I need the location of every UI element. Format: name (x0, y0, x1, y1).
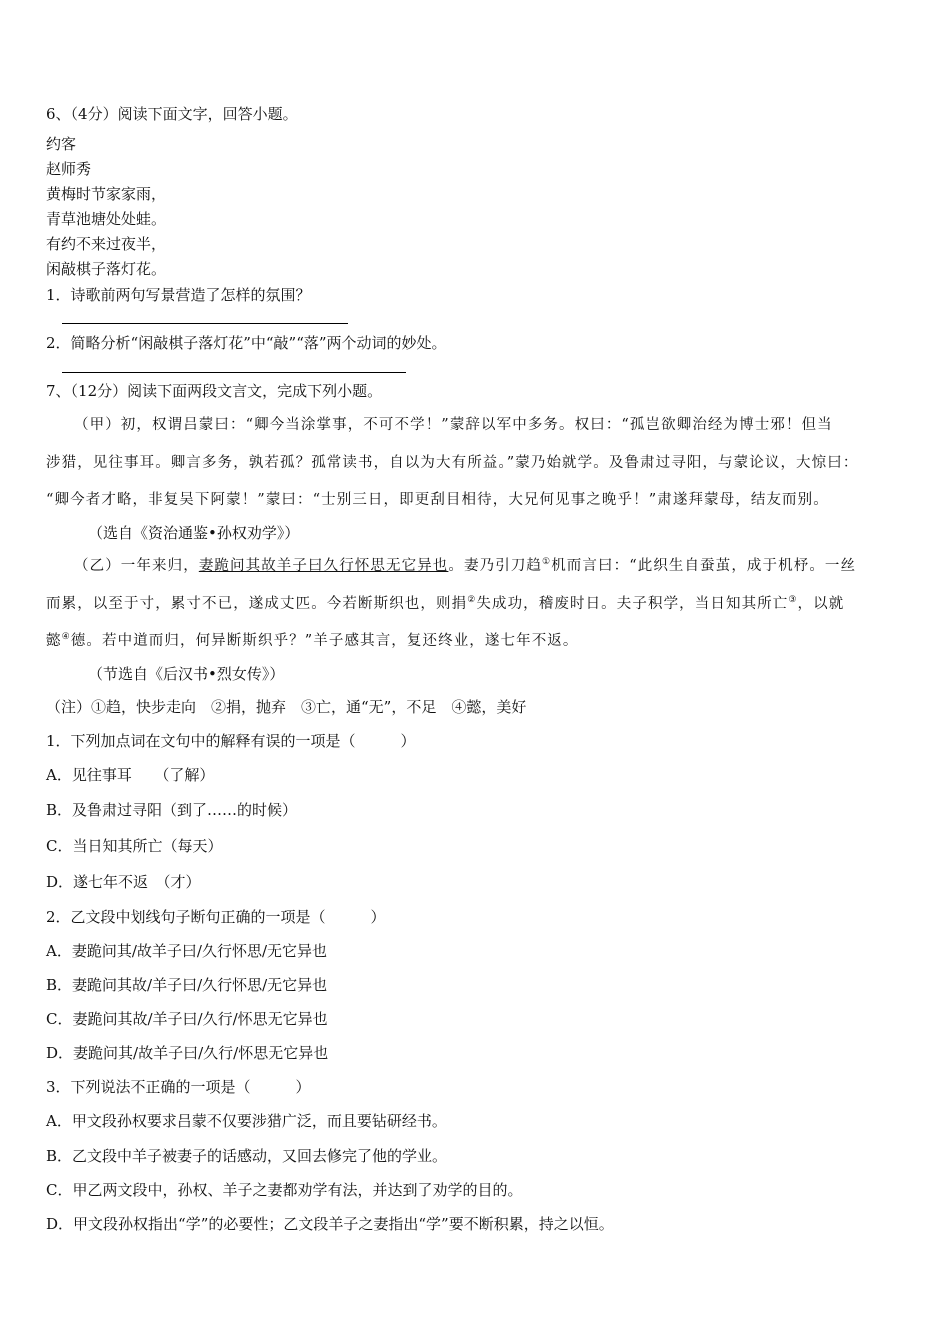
passage-yi-line (46, 593, 844, 615)
option-c[interactable]: C．当日知其所亡（每天） (46, 837, 223, 855)
poem-line: 闲敲棋子落灯花。 (46, 260, 167, 278)
option-b[interactable]: B．乙文段中羊子被妻子的话感动，又回去修完了他的学业。 (46, 1147, 448, 1165)
passage-yi-text: 机而言曰：“此织生自蚕茧，成于机杼。一丝 (551, 558, 857, 574)
passage-yi-text: 而累，以至于寸，累寸不已，遂成丈匹。今若断斯织也，则捐 (46, 596, 468, 612)
passage-jia-line: （甲）初，权谓吕蒙曰：“卿今当涂掌事，不可不学！”蒙辞以军中多务。权曰：“孤岂欲卿治经为博士邪！但当 (74, 417, 833, 433)
passage-yi-text: 德。若中道而归，何异断斯织乎？”羊子感其言，复还终业，遂七年不返。 (70, 633, 579, 649)
option-a[interactable]: A．甲文段孙权要求吕蒙不仅要涉猎广泛，而且要钻研经书。 (46, 1112, 447, 1130)
notes: （注）①趋，快步走向 ②捐，抛弃 ③亡，通“无”，不足 ④懿，美好 (46, 698, 527, 716)
option-d[interactable]: D．遂七年不返 （才） (46, 873, 201, 891)
footnote-marker: ④ (61, 632, 71, 643)
option-c[interactable]: C．甲乙两文段中，孙权、羊子之妻都劝学有法，并达到了劝学的目的。 (46, 1181, 523, 1199)
option-a[interactable]: A．妻跪问其/故羊子曰/久行怀思/无它异也 (46, 942, 327, 960)
q6-subquestion-1: 1．诗歌前两句写景营造了怎样的氛围？ (46, 286, 311, 304)
passage-yi-line (74, 555, 856, 577)
poem-title: 约客 (46, 135, 77, 153)
passage-yi-text: ，以就 (797, 596, 845, 612)
passage-yi-source: （节选自《后汉书•烈女传》） (88, 665, 285, 683)
poem-line: 黄梅时节家家雨， (46, 185, 167, 203)
q6-header: 6、（4分）阅读下面文字，回答小题。 (46, 105, 298, 123)
option-c[interactable]: C．妻跪问其故/羊子曰/久行/怀思无它异也 (46, 1010, 328, 1028)
passage-jia-line: 涉猎，见往事耳。卿言多务，孰若孤？孤常读书，自以为大有所益。”蒙乃始就学。及鲁肃过寻阳，与蒙论议，大惊曰： (46, 455, 859, 471)
question-stem: 3．下列说法不正确的一项是（ ） (46, 1078, 311, 1096)
answer-blank-1[interactable] (62, 323, 348, 324)
passage-jia-source: （选自《资治通鉴•孙权劝学》） (88, 524, 300, 542)
passage-yi-text: 。妻乃引刀趋 (448, 558, 543, 574)
passage-yi-text: （乙）一年来归， (74, 558, 199, 574)
option-d[interactable]: D．甲文段孙权指出“学”的必要性；乙文段羊子之妻指出“学”要不断积累，持之以恒。 (46, 1215, 614, 1233)
answer-blank-2[interactable] (62, 372, 406, 373)
passage-yi-text: 懿 (46, 633, 62, 649)
footnote-marker: ① (542, 557, 552, 568)
question-stem: 1．下列加点词在文句中的解释有误的一项是（ ） (46, 732, 416, 750)
poem-author: 赵师秀 (46, 160, 92, 178)
passage-yi-text: 失成功，稽废时日。夫子积学，当日知其所亡 (476, 596, 789, 612)
poem-line: 有约不来过夜半， (46, 235, 167, 253)
passage-jia-line: “卿今者才略，非复吴下阿蒙！”蒙曰：“士别三日，即更刮目相待，大兄何见事之晚乎！”肃遂拜蒙母，结友而别。 (46, 492, 829, 508)
underlined-sentence: 妻跪问其故羊子曰久行怀思无它异也 (198, 558, 449, 574)
passage-yi-line (46, 630, 579, 652)
q6-subquestion-2: 2．简略分析“闲敲棋子落灯花”中“敲”“落”两个动词的妙处。 (46, 334, 447, 352)
footnote-marker: ② (467, 595, 477, 606)
q7-header: 7、（12分）阅读下面两段文言文，完成下列小题。 (46, 382, 383, 400)
option-b[interactable]: B．妻跪问其故/羊子曰/久行怀思/无它异也 (46, 976, 328, 994)
footnote-marker: ③ (788, 595, 798, 606)
question-stem: 2．乙文段中划线句子断句正确的一项是（ ） (46, 908, 386, 926)
option-b[interactable]: B．及鲁肃过寻阳（到了……的时候） (46, 801, 298, 819)
option-a[interactable]: A．见往事耳 （了解） (46, 766, 215, 784)
option-d[interactable]: D．妻跪问其/故羊子曰/久行/怀思无它异也 (46, 1044, 329, 1062)
poem-line: 青草池塘处处蛙。 (46, 210, 167, 228)
